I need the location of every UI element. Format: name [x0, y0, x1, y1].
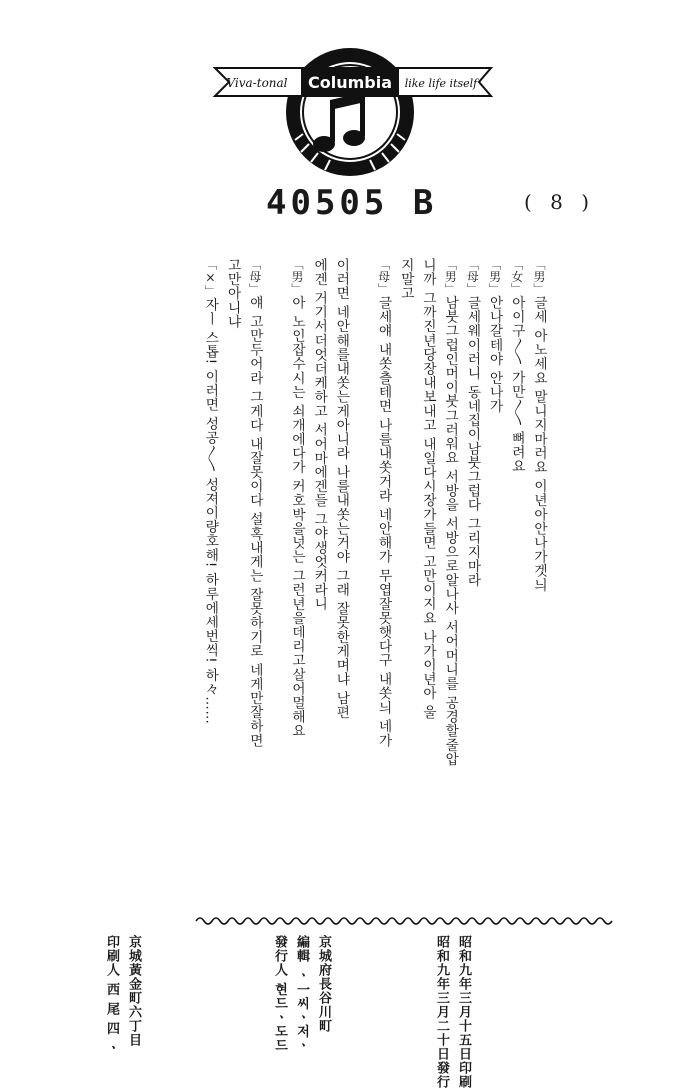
speaker-label: 「男」: [532, 258, 546, 296]
logo-right-banner: like life itself: [404, 77, 478, 90]
colophon-publisher: [268, 935, 334, 1053]
lyric-line: [330, 258, 352, 913]
lyric-text: 니까 그까진년당장내보내고 내일다시장가들면 고만이지요 나가이년아 울: [419, 258, 436, 720]
lyric-text: 얘 고만두어라 그게다 내잘못이다 설혹내게는 잘못하기로 네게만잘하면: [246, 295, 263, 748]
lyric-line: [417, 258, 439, 913]
logo-left-banner: Viva-tonal: [226, 76, 288, 90]
print-date: 昭和九年三月十五日印刷: [456, 935, 471, 1089]
lyric-text: 안나갈테야 안나가: [486, 295, 503, 414]
lyric-text: 에겐 거기서더엇더케하고 서어마에겐들 그야생엇커라니: [311, 258, 328, 611]
publisher-address: 京城府長谷川町: [316, 935, 331, 1033]
colophon-dates: [430, 935, 474, 1089]
lyric-text: 이러면 네안해를내쏫는게아니라 나를내쏫는거야 그래 잘못한게며냐 남편: [333, 258, 350, 720]
page-number: ( 8 ): [524, 190, 596, 214]
lyric-text: 고만아니냐: [224, 258, 241, 329]
lyric-text: 아 노인잡수시는 쇠개에다가 커호박을넛는 그런년을데리고살어멀해요: [288, 295, 305, 738]
lyric-text: 아이구〳〵 가만〳〵 뼈려요: [508, 295, 525, 474]
speaker-label: 「男」: [443, 258, 458, 296]
printer-address: 京城黃金町六丁目: [126, 935, 141, 1047]
publisher-issuer: 發行人 현드ㆍ도드: [272, 935, 287, 1053]
wavy-divider: [196, 914, 606, 928]
lyric-line: [528, 258, 550, 913]
lyric-line: [506, 258, 528, 913]
lyric-line: [221, 258, 243, 913]
speaker-label: 「男」: [289, 258, 304, 296]
lyric-line: [244, 258, 266, 913]
lyric-line: [483, 258, 505, 913]
lyric-text: 지말고: [397, 258, 414, 301]
lyrics-body: [170, 258, 550, 913]
speaker-label: 「母」: [465, 258, 480, 296]
lyric-text: 자ㅣ 스톱! 이러면 성공〳〵 성져이량호해! 하루에세번씩! 하々……: [202, 297, 219, 725]
lyric-line: [199, 258, 221, 913]
speaker-label: 「母」: [247, 258, 262, 296]
lyric-line: [461, 258, 483, 913]
issue-date: 昭和九年三月二十日發行: [434, 935, 449, 1089]
lyric-text: 남붓그럽인머이붓그러워요 서방을 서방으로알나사 서어머니를 공경할줄압: [442, 295, 459, 766]
lyric-line: [308, 258, 330, 913]
catalog-number: 40505 B: [266, 183, 438, 223]
colophon-printer: [100, 935, 144, 1056]
lyric-text: 글세웨이러니 동네집이남붓그럽다 그리지마라: [464, 295, 481, 588]
speaker-label: 「母」: [376, 258, 391, 296]
columbia-logo: [205, 20, 495, 180]
speaker-label: 「男」: [487, 258, 502, 296]
lyric-text: 글세 아노세요 말니지마러요 이년아안나가겟늬: [531, 295, 547, 592]
lyric-line: [439, 258, 461, 913]
lyric-line: [372, 258, 394, 913]
lyric-line: [286, 258, 308, 913]
publisher-editor: 編輯 ㆍ一씨ㆍ저ㆍ: [294, 935, 309, 1053]
speaker-label: 「女」: [509, 258, 524, 296]
lyric-line: [395, 258, 417, 913]
printer-name: 印刷人 西 尾 四 ㆍ: [104, 935, 119, 1056]
logo-brand: Columbia: [307, 73, 393, 92]
speaker-label: 「×」: [203, 258, 218, 298]
lyric-text: 글세얘 내쏫츨테면 나를내쏫거라 네안해가 무엽잘못햇다구 내쏫늬 네가: [375, 295, 392, 748]
